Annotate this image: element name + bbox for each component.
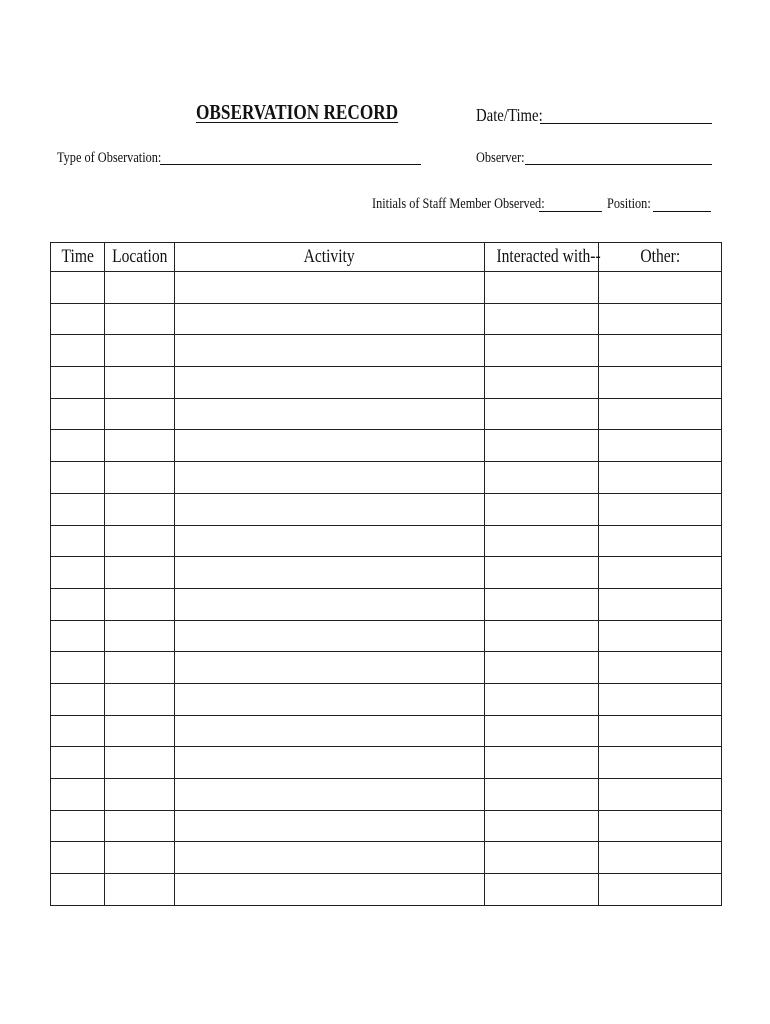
cell-activity[interactable]: [175, 779, 485, 811]
cell-time[interactable]: [51, 398, 105, 430]
cell-interacted-with[interactable]: [485, 652, 599, 684]
cell-location[interactable]: [105, 810, 175, 842]
table-row: [51, 652, 722, 684]
cell-interacted-with[interactable]: [485, 525, 599, 557]
cell-time[interactable]: [51, 462, 105, 494]
cell-interacted-with[interactable]: [485, 842, 599, 874]
cell-other[interactable]: [599, 842, 722, 874]
table-row: [51, 462, 722, 494]
observer-field[interactable]: [525, 164, 712, 165]
table-row: [51, 620, 722, 652]
cell-interacted-with[interactable]: [485, 303, 599, 335]
cell-interacted-with[interactable]: [485, 367, 599, 399]
table-row: [51, 525, 722, 557]
cell-activity[interactable]: [175, 588, 485, 620]
date-time-label: Date/Time:: [476, 105, 543, 125]
cell-time[interactable]: [51, 367, 105, 399]
cell-time[interactable]: [51, 272, 105, 304]
cell-location[interactable]: [105, 272, 175, 304]
table-header-row: [51, 243, 722, 272]
cell-time[interactable]: [51, 493, 105, 525]
table-row: [51, 430, 722, 462]
cell-other[interactable]: [599, 430, 722, 462]
table-row: [51, 272, 722, 304]
cell-other[interactable]: [599, 493, 722, 525]
column-header-activity: Activity: [175, 243, 485, 272]
cell-location[interactable]: [105, 557, 175, 589]
cell-activity[interactable]: [175, 557, 485, 589]
cell-interacted-with[interactable]: [485, 620, 599, 652]
cell-interacted-with[interactable]: [485, 398, 599, 430]
cell-interacted-with[interactable]: [485, 588, 599, 620]
cell-other[interactable]: [599, 335, 722, 367]
cell-activity[interactable]: [175, 430, 485, 462]
cell-other[interactable]: [599, 810, 722, 842]
cell-other[interactable]: [599, 525, 722, 557]
cell-time[interactable]: [51, 652, 105, 684]
cell-location[interactable]: [105, 398, 175, 430]
cell-activity[interactable]: [175, 367, 485, 399]
cell-time[interactable]: [51, 430, 105, 462]
cell-activity[interactable]: [175, 493, 485, 525]
cell-other[interactable]: [599, 620, 722, 652]
cell-location[interactable]: [105, 747, 175, 779]
cell-time[interactable]: [51, 779, 105, 811]
column-header-location: Location: [105, 243, 175, 272]
table-row: [51, 715, 722, 747]
observer-label: Observer:: [476, 150, 525, 166]
column-header-other: Other:: [599, 243, 722, 272]
cell-other[interactable]: [599, 652, 722, 684]
cell-interacted-with[interactable]: [485, 810, 599, 842]
cell-time[interactable]: [51, 874, 105, 906]
cell-time[interactable]: [51, 715, 105, 747]
table-row: [51, 874, 722, 906]
cell-activity[interactable]: [175, 810, 485, 842]
cell-activity[interactable]: [175, 683, 485, 715]
observation-table-body: [51, 272, 722, 906]
cell-other[interactable]: [599, 715, 722, 747]
cell-activity[interactable]: [175, 715, 485, 747]
cell-activity[interactable]: [175, 303, 485, 335]
table-row: [51, 842, 722, 874]
observation-table: [50, 242, 722, 906]
cell-time[interactable]: [51, 620, 105, 652]
cell-activity[interactable]: [175, 335, 485, 367]
cell-interacted-with[interactable]: [485, 335, 599, 367]
form-title: OBSERVATION RECORD: [196, 100, 399, 124]
table-row: [51, 398, 722, 430]
cell-other[interactable]: [599, 367, 722, 399]
table-row: [51, 493, 722, 525]
cell-location[interactable]: [105, 715, 175, 747]
staff-initials-field[interactable]: [539, 211, 602, 212]
cell-location[interactable]: [105, 652, 175, 684]
cell-interacted-with[interactable]: [485, 874, 599, 906]
cell-activity[interactable]: [175, 462, 485, 494]
cell-location[interactable]: [105, 525, 175, 557]
cell-other[interactable]: [599, 398, 722, 430]
cell-other[interactable]: [599, 303, 722, 335]
cell-interacted-with[interactable]: [485, 462, 599, 494]
table-row: [51, 683, 722, 715]
cell-interacted-with[interactable]: [485, 747, 599, 779]
cell-interacted-with[interactable]: [485, 683, 599, 715]
cell-time[interactable]: [51, 810, 105, 842]
cell-activity[interactable]: [175, 272, 485, 304]
cell-location[interactable]: [105, 493, 175, 525]
cell-interacted-with[interactable]: [485, 779, 599, 811]
cell-interacted-with[interactable]: [485, 493, 599, 525]
cell-interacted-with[interactable]: [485, 715, 599, 747]
cell-time[interactable]: [51, 335, 105, 367]
table-row: [51, 367, 722, 399]
position-label: Position:: [607, 196, 651, 212]
observation-type-label: Type of Observation:: [57, 150, 162, 166]
observation-type-field[interactable]: [160, 164, 421, 165]
cell-location[interactable]: [105, 303, 175, 335]
staff-initials-label: Initials of Staff Member Observed:: [372, 196, 545, 212]
cell-activity[interactable]: [175, 620, 485, 652]
cell-other[interactable]: [599, 683, 722, 715]
cell-time[interactable]: [51, 842, 105, 874]
cell-location[interactable]: [105, 462, 175, 494]
cell-interacted-with[interactable]: [485, 430, 599, 462]
position-field[interactable]: [653, 211, 711, 212]
cell-activity[interactable]: [175, 747, 485, 779]
cell-activity[interactable]: [175, 525, 485, 557]
cell-other[interactable]: [599, 779, 722, 811]
cell-other[interactable]: [599, 874, 722, 906]
cell-location[interactable]: [105, 367, 175, 399]
cell-time[interactable]: [51, 303, 105, 335]
table-row: [51, 557, 722, 589]
cell-time[interactable]: [51, 747, 105, 779]
cell-other[interactable]: [599, 462, 722, 494]
table-row: [51, 303, 722, 335]
cell-interacted-with[interactable]: [485, 272, 599, 304]
date-time-field[interactable]: [540, 123, 712, 124]
cell-location[interactable]: [105, 430, 175, 462]
cell-time[interactable]: [51, 683, 105, 715]
cell-activity[interactable]: [175, 842, 485, 874]
table-row: [51, 747, 722, 779]
cell-location[interactable]: [105, 335, 175, 367]
cell-other[interactable]: [599, 557, 722, 589]
cell-location[interactable]: [105, 779, 175, 811]
table-row: [51, 779, 722, 811]
cell-activity[interactable]: [175, 874, 485, 906]
cell-other[interactable]: [599, 747, 722, 779]
cell-activity[interactable]: [175, 398, 485, 430]
cell-location[interactable]: [105, 842, 175, 874]
column-header-time: Time: [51, 243, 105, 272]
cell-location[interactable]: [105, 683, 175, 715]
cell-time[interactable]: [51, 557, 105, 589]
table-row: [51, 810, 722, 842]
column-header-interacted-with: Interacted with--: [485, 243, 599, 272]
cell-location[interactable]: [105, 620, 175, 652]
cell-other[interactable]: [599, 272, 722, 304]
cell-location[interactable]: [105, 874, 175, 906]
cell-activity[interactable]: [175, 652, 485, 684]
cell-interacted-with[interactable]: [485, 557, 599, 589]
cell-time[interactable]: [51, 588, 105, 620]
table-row: [51, 335, 722, 367]
cell-other[interactable]: [599, 588, 722, 620]
table-row: [51, 588, 722, 620]
cell-location[interactable]: [105, 588, 175, 620]
cell-time[interactable]: [51, 525, 105, 557]
